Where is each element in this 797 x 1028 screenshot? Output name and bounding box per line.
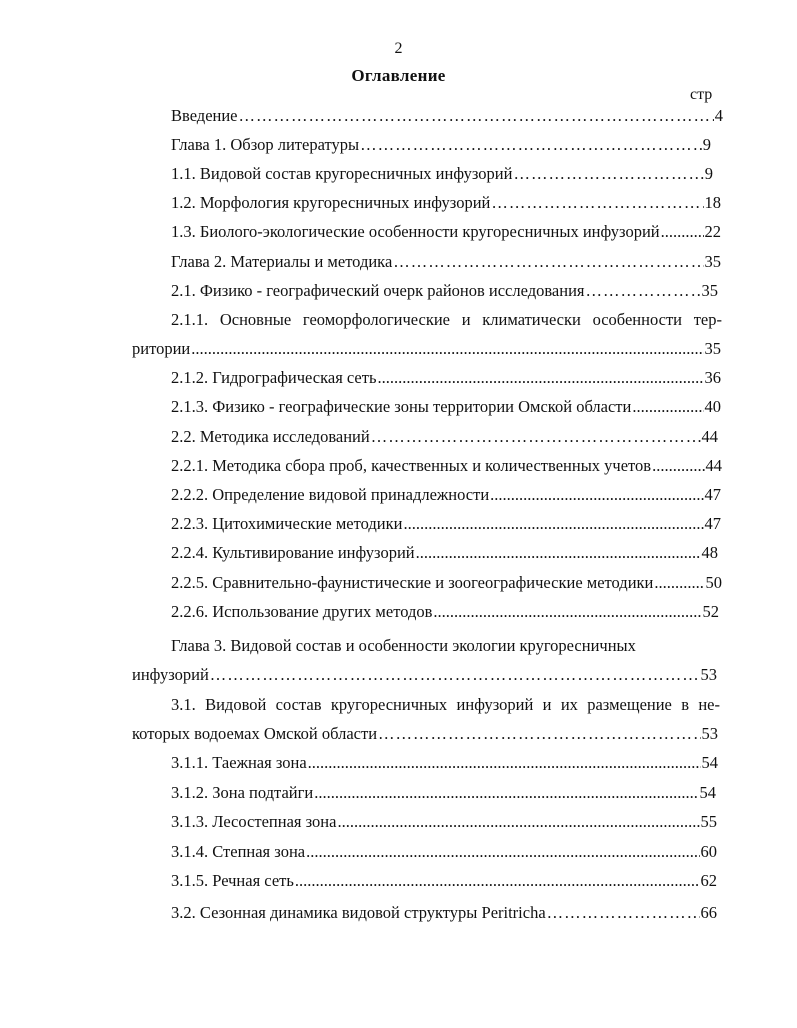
toc-entry-title: 2.1.1. Основные геоморфологические и климатически особенности тер- [171,310,722,329]
toc-entry [132,723,718,745]
toc-entry [171,601,719,623]
toc-entry-title: 3.1.1. Таежная зона [171,753,307,772]
toc-leader-dots [416,542,701,564]
toc-leader-dots [314,782,698,804]
toc-leader-dots [210,664,700,686]
toc-entry-title: 3.1. Видовой состав кругоресничных инфузорий и их размещение в не- [171,695,720,714]
toc-leader-dots [490,484,703,506]
toc-entry [132,664,717,686]
toc-entry [171,782,716,804]
toc-entry-page: 55 [700,812,717,831]
toc-entry [171,163,713,185]
toc-entry-title: 3.1.5. Речная сеть [171,871,294,890]
toc-entry-title: Глава 3. Видовой состав и особенности экологии кругоресничных [171,636,636,655]
toc-entry-title: 1.3. Биолого-экологические особенности кругоресничных инфузорий [171,222,660,241]
toc-leader-dots [661,221,704,243]
toc-leader-dots [360,134,702,156]
toc-entry-title: инфузорий [132,665,209,684]
page-number: 2 [394,40,403,57]
toc-entry-title: 3.1.4. Степная зона [171,842,306,861]
toc-entry-line1 [171,309,722,331]
toc-entry-title: 1.2. Морфология кругоресничных инфузорий [171,193,491,212]
toc-entry [171,221,721,243]
toc-entry-title: 2.2.2. Определение видовой принадлежности [171,485,490,504]
toc-entry-title: 3.1.3. Лесостепная зона [171,812,337,831]
toc-entry-page: 53 [700,665,717,684]
toc-leader-dots [306,841,699,863]
toc-entry-page: 48 [701,543,718,562]
toc-entry [171,841,717,863]
toc-entry [132,338,721,360]
toc-entry-title: 3.2. Сезонная динамика видовой структуры Peritricha [171,903,546,922]
toc-entry-page: 52 [702,602,719,621]
toc-entry-title: 2.2.1. Методика сбора проб, качественных и количественных учетов [171,456,652,475]
toc-entry [171,455,722,477]
toc-leader-dots [433,601,701,623]
toc-leader-dots [654,572,704,594]
toc-entry [171,134,711,156]
toc-leader-dots [378,367,704,389]
toc-entry-title: 2.1. Физико - географический очерк районов исследования [171,281,585,300]
toc-entry-page: 22 [704,222,721,241]
toc-entry-page: 50 [705,573,722,592]
toc-leader-dots [378,723,700,745]
toc-entry-line1 [171,694,720,716]
toc-leader-dots [393,251,703,273]
toc-entry-page: 53 [701,724,718,743]
toc-entry [171,105,723,127]
toc-entry-line1 [171,635,636,657]
toc-entry-page: 35 [704,252,721,271]
toc-entry-title: 2.2.6. Использование других методов [171,602,433,621]
toc-entry-title: 1.1. Видовой состав кругоресничных инфузорий [171,164,513,183]
toc-entry-title: Введение [171,106,238,125]
toc-leader-dots [308,752,701,774]
toc-entry-title: Глава 2. Материалы и методика [171,252,393,271]
toc-entry-title: 2.2.5. Сравнительно-фаунистические и зоогеографические методики [171,573,654,592]
toc-entry-title: 2.2.4. Культивирование инфузорий [171,543,415,562]
toc-entry-page: 47 [704,485,721,504]
toc-entry [171,396,721,418]
toc-entry-page: 35 [704,339,721,358]
toc-entry-page: 18 [704,193,721,212]
toc-leader-dots [403,513,703,535]
toc-entry-title: которых водоемах Омской области [132,724,378,743]
toc-entry-page: 36 [704,368,721,387]
toc-entry-page: 44 [705,456,722,475]
toc-entry-page: 9 [704,164,713,183]
toc-entry-title: 2.2.3. Цитохимические методики [171,514,403,533]
toc-entry [171,251,721,273]
toc-entry-title: 2.1.3. Физико - географические зоны территории Омской области [171,397,632,416]
toc-entry-page: 40 [704,397,721,416]
toc-leader-dots [586,280,701,302]
page-title: Оглавление [351,66,446,85]
toc-leader-dots [191,338,703,360]
toc-entry-title: 2.2. Методика исследований [171,427,370,446]
page-column-label: стр [690,86,713,103]
toc-entry [171,542,718,564]
toc-entry [171,367,721,389]
toc-leader-dots [547,902,700,924]
toc-entry [171,572,722,594]
toc-entry-page: 35 [701,281,718,300]
toc-entry [171,752,718,774]
toc-entry-page: 60 [700,842,717,861]
toc-entry [171,870,717,892]
toc-entry [171,811,717,833]
toc-entry-title: 2.1.2. Гидрографическая сеть [171,368,377,387]
toc-entry-page: 4 [714,106,723,125]
toc-entry [171,513,721,535]
toc-leader-dots [513,163,703,185]
toc-entry [171,280,718,302]
toc-leader-dots [295,870,700,892]
toc-entry [171,484,721,506]
toc-entry [171,902,717,924]
toc-entry-page: 66 [700,903,717,922]
toc-leader-dots [371,426,701,448]
toc-leader-dots [491,192,703,214]
toc-entry-title: ритории [132,339,191,358]
toc-entry-page: 9 [702,135,711,154]
toc-leader-dots [652,455,704,477]
toc-entry [171,426,718,448]
toc-entry [171,192,721,214]
toc-entry-page: 54 [701,753,718,772]
toc-entry-page: 44 [701,427,718,446]
toc-entry-page: 54 [699,783,716,802]
toc-entry-title: Глава 1. Обзор литературы [171,135,360,154]
toc-leader-dots [239,105,714,127]
toc-leader-dots [337,811,699,833]
toc-entry-title: 3.1.2. Зона подтайги [171,783,314,802]
toc-entry-page: 62 [700,871,717,890]
toc-leader-dots [632,396,703,418]
toc-entry-page: 47 [704,514,721,533]
